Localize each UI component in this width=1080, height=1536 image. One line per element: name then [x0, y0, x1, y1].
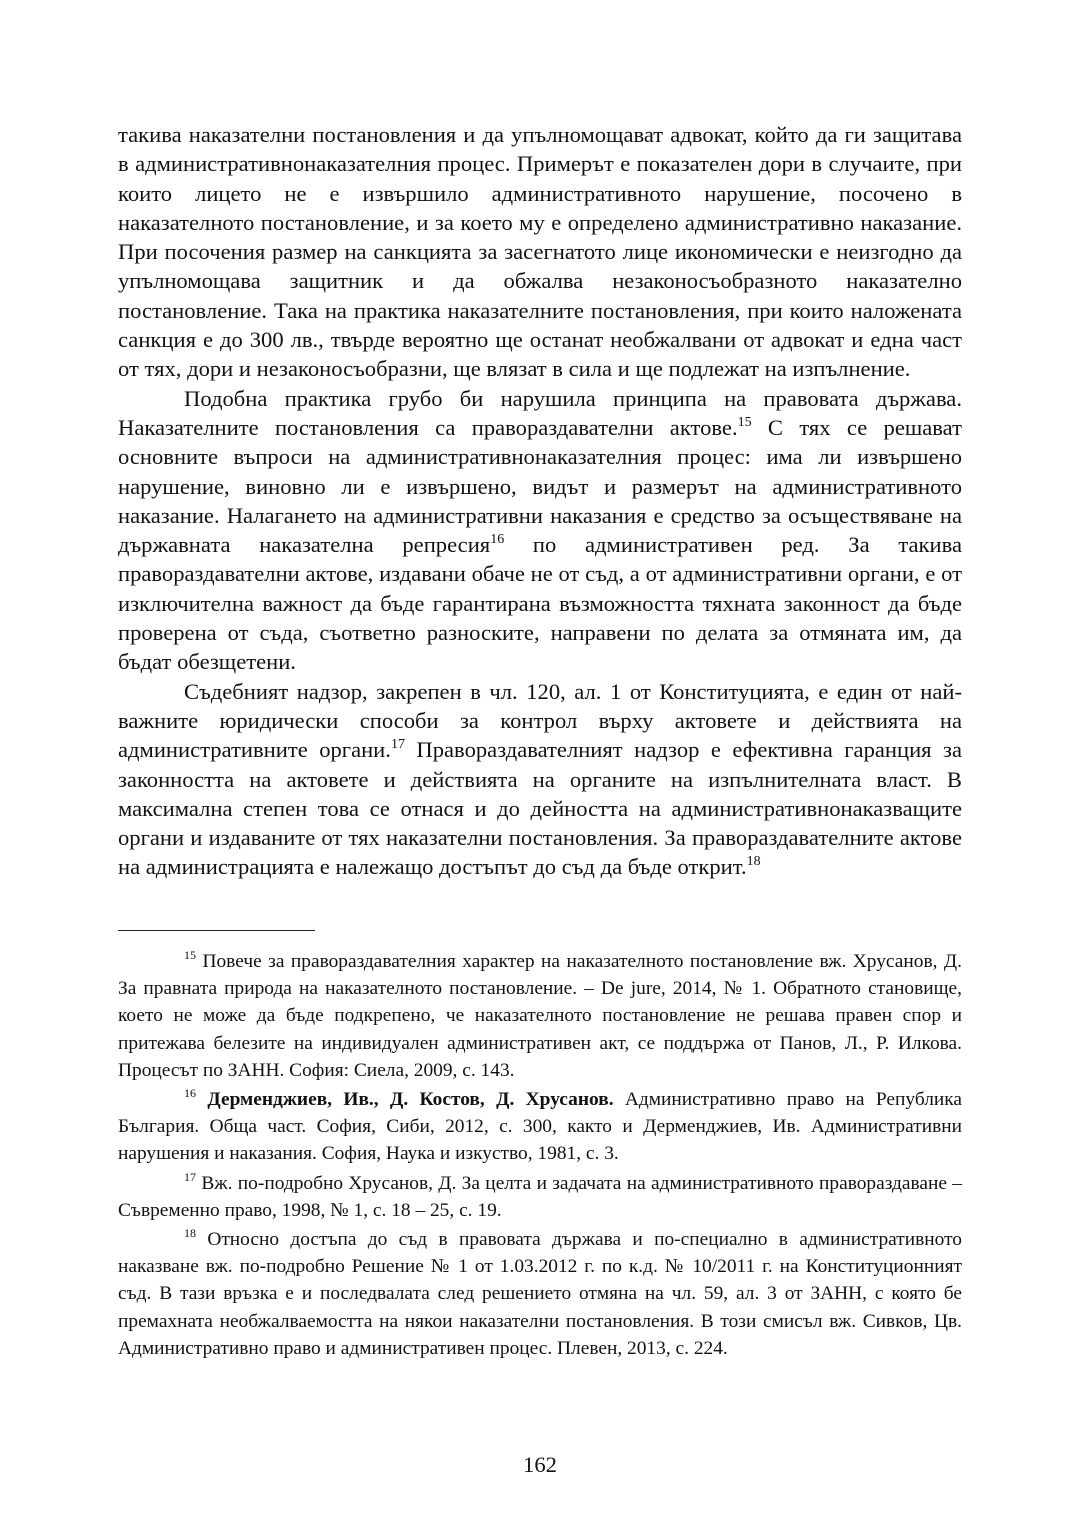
footnotes	[118, 948, 962, 1364]
footnote-17-text: Вж. по-подробно Хрусанов, Д. За целта и задачата на административното правораздаване – Съвременно право, 1998, № 1, с. 18 – 25, с. 19.	[118, 1172, 962, 1221]
footnote-ref-15[interactable]: 15	[737, 414, 752, 430]
paragraph-2	[118, 384, 962, 677]
paragraph-1-text: такива наказателни постановления и да упълномощават адвокат, който да ги защитава в административнонаказателния процес. Примерът е показателен дори в случаите, при които лицето не е извършило административното нарушение, посочено в наказателното постановление, и за което му е определено административно наказание. При посочения размер на санкцията за засегнатото лице икономически е неизгодно да упълномощава защитник и да обжалва незаконосъобразното наказателно постановление. Така на практика наказателните постановления, при които наложената санкция е до 300 лв., твърде вероятно ще останат необжалвани от адвокат и една част от тях, дори и незаконосъобразни, ще влязат в сила и ще подлежат на изпълнение.	[118, 122, 962, 382]
footnote-16-number: 16	[184, 1085, 197, 1100]
footnote-ref-18[interactable]: 18	[746, 854, 761, 870]
footnote-ref-16[interactable]: 16	[490, 531, 505, 547]
footnote-18	[118, 1226, 962, 1362]
footnote-17	[118, 1170, 962, 1224]
footnote-15-text: Повече за правораздавателния характер на наказателното постановление вж. Хрусанов, Д. За правната природа на наказателното постановление. – De jure, 2014, № 1. Обратното становище, което не може да бъде подкрепено, че наказателното постановление не решава правен спор и притежава белезите на индивидуален административен акт, се поддържа от Панов, Л., Р. Илкова. Процесът по ЗАНН. София: Сиела, 2009, с. 143.	[118, 951, 962, 1081]
paragraph-1	[118, 120, 962, 384]
footnote-17-number: 17	[184, 1169, 197, 1184]
main-text	[118, 120, 962, 882]
footnote-16-authors: Дерменджиев, Ив., Д. Костов, Д. Хрусанов.	[196, 1089, 614, 1111]
paragraph-3-text-b: Правораздавателният надзор е ефективна гаранция за законността на актовете и действията на органите на изпълнителната власт. В максимална степен това се отнася и до дейността на административнонаказващите органи и издаваните от тях наказателни постановления. За правораздавателните актове на администрацията е належащо достъпът до съд да бъде открит.	[118, 737, 962, 880]
footnote-ref-17[interactable]: 17	[390, 737, 405, 753]
paragraph-2-text-c: по административен ред. За такива правораздавателни актове, издавани обаче не от съд, а от административни органи, е от изключителна важност да бъде гарантирана възможността тяхната законност да бъде проверена от съда, съответно разноските, направени по делата за отмяната им, да бъдат обезщетени.	[118, 532, 962, 675]
paragraph-2-text-a: Подобна практика грубо би нарушила принципа на правовата държава. Наказателните постановления са правораздавателни актове.	[118, 385, 962, 440]
footnote-separator	[118, 930, 315, 931]
footnote-16	[118, 1086, 962, 1168]
footnote-15	[118, 948, 962, 1084]
footnote-18-text: Относно достъпа до съд в правовата държава и по-специално в административното наказване вж. по-подробно Решение № 1 от 1.03.2012 г. по к.д. № 10/2011 г. на Конституционният съд. В тази връзка е и последвалата след решението отмяна на чл. 59, ал. 3 от ЗАНН, с която бе премахната необжалваемостта на някои наказателни постановления. В този смисъл вж. Сивков, Цв. Административно право и административен процес. Плевен, 2013, с. 224.	[118, 1229, 962, 1359]
footnote-18-number: 18	[184, 1225, 197, 1240]
footnote-16-text: Административно право на Република България. Обща част. София, Сиби, 2012, с. 300, както и Дерменджиев, Ив. Административни нарушения и наказания. София, Наука и изкуство, 1981, с. 3.	[118, 1089, 962, 1165]
paragraph-2-text-b: С тях се решават основните въпроси на административнонаказателния процес: има ли извършено нарушение, виновно ли е извършено, видът и размерът на административното наказание. Налагането на административни наказания е средство за осъществяване на държавната наказателна репресия	[118, 414, 962, 558]
footnote-15-number: 15	[184, 947, 197, 962]
paragraph-3	[118, 677, 962, 882]
paragraph-3-text-a: Съдебният надзор, закрепен в чл. 120, ал. 1 от Конституцията, е един от най-важните юридически способи за контрол върху актовете и действията на административните органи.	[118, 678, 962, 763]
page-number: 162	[523, 1452, 557, 1477]
